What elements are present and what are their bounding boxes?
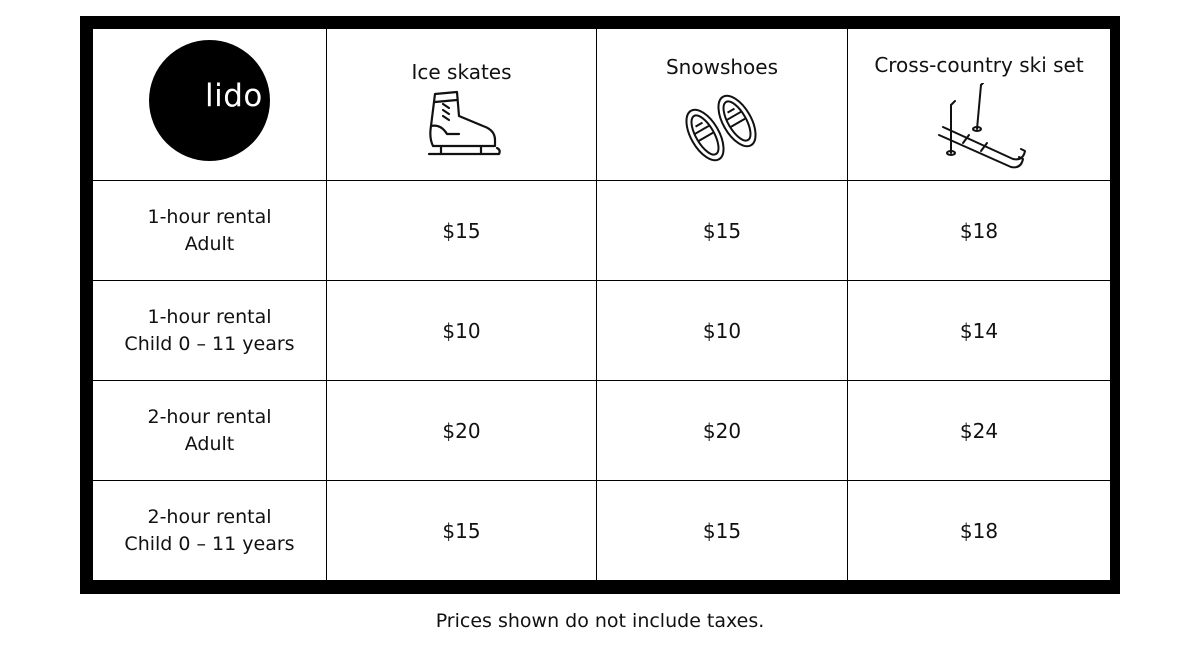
tax-footnote: Prices shown do not include taxes.: [435, 610, 765, 632]
price-row: [93, 481, 1111, 581]
row-label: [93, 281, 327, 381]
row-label-group: Adult: [184, 232, 235, 255]
price-cell: $10: [597, 281, 848, 381]
row-label: [93, 481, 327, 581]
product-header-ski-set: [848, 29, 1111, 181]
product-header-ice-skates: [327, 29, 597, 181]
logo-text: lido: [205, 78, 263, 114]
row-label-duration: 1-hour rental: [147, 205, 272, 228]
price-cell: $24: [848, 381, 1111, 481]
row-label-group: Child 0 – 11 years: [124, 532, 295, 555]
row-label-duration: 1-hour rental: [147, 305, 272, 328]
row-label: [93, 381, 327, 481]
row-label-group: Child 0 – 11 years: [124, 332, 295, 355]
product-header-snowshoes: [597, 29, 848, 181]
product-name: Ice skates: [411, 60, 512, 84]
price-cell: $15: [597, 181, 848, 281]
price-table-frame: [80, 16, 1120, 594]
lido-logo: [149, 40, 270, 161]
header-row: [93, 29, 1111, 181]
price-cell: $14: [848, 281, 1111, 381]
product-name: Snowshoes: [665, 55, 779, 79]
price-row: [93, 281, 1111, 381]
ice-skate-icon: [419, 90, 505, 162]
price-cell: $15: [327, 181, 597, 281]
row-label-group: Adult: [184, 432, 235, 455]
price-cell: $10: [327, 281, 597, 381]
rental-price-table: [92, 28, 1111, 581]
snowshoes-icon: [677, 85, 767, 167]
row-label: [93, 181, 327, 281]
row-label-duration: 2-hour rental: [147, 505, 272, 528]
logo-cell: [93, 29, 327, 181]
row-label-duration: 2-hour rental: [147, 405, 272, 428]
price-row: [93, 381, 1111, 481]
price-cell: $20: [327, 381, 597, 481]
ski-set-icon: [929, 83, 1029, 169]
price-cell: $18: [848, 481, 1111, 581]
price-row: [93, 181, 1111, 281]
price-cell: $15: [597, 481, 848, 581]
price-cell: $20: [597, 381, 848, 481]
price-cell: $18: [848, 181, 1111, 281]
price-cell: $15: [327, 481, 597, 581]
product-name: Cross-country ski set: [874, 53, 1084, 77]
